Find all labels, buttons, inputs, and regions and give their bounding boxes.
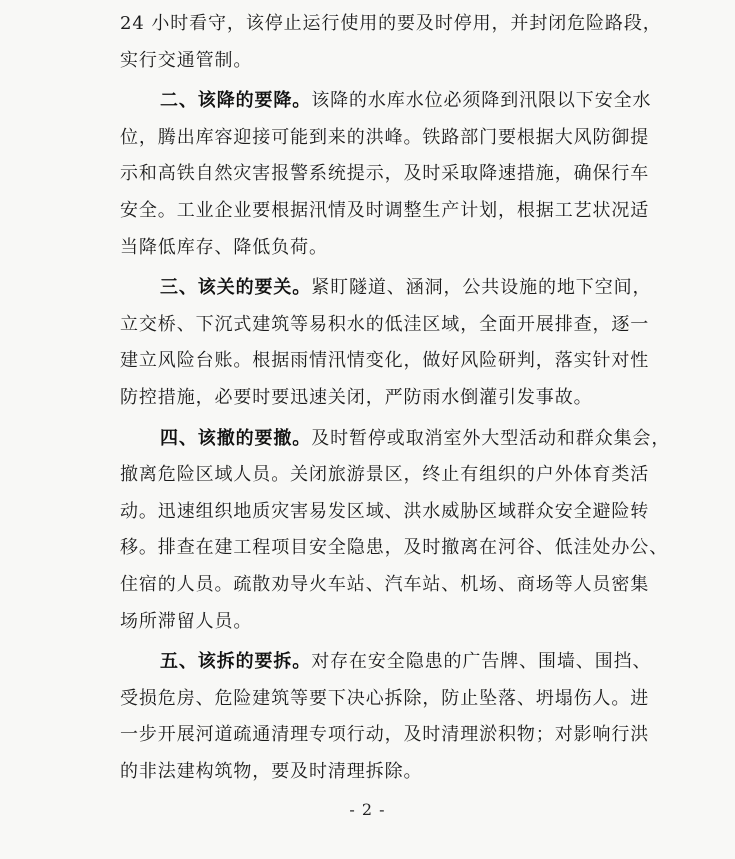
text-line: 该降的水库水位必须降到汛限以下安全水 xyxy=(311,90,652,112)
section-first-line xyxy=(120,83,692,120)
section-first-line xyxy=(120,270,692,307)
text-line: 及时暂停或取消室外大型活动和群众集会， xyxy=(311,427,671,449)
text-line: 对存在安全隐患的广告牌、围墙、围挡、 xyxy=(311,651,652,673)
text-line: 受损危房、危险建筑等要下决心拆除，防止坠落、坍塌伤人。进 xyxy=(120,687,650,709)
document-body xyxy=(120,6,692,790)
text-line: 立交桥、下沉式建筑等易积水的低洼区域，全面开展排查，逐一 xyxy=(120,313,650,335)
text-line: 住宿的人员。疏散劝导火车站、汽车站、机场、商场等人员密集 xyxy=(120,573,650,595)
text-line: 安全。工业企业要根据汛情及时调整生产计划，根据工艺状况适 xyxy=(120,199,650,221)
section-jiang xyxy=(120,83,692,266)
section-heading: 四、该撤的要撤。 xyxy=(160,427,312,449)
text-line: 紧盯隧道、涵洞，公共设施的地下空间， xyxy=(311,277,652,299)
text-line: 动。迅速组织地质灾害易发区域、洪水威胁区域群众安全避险转 xyxy=(120,500,650,522)
text-line: 实行交通管制。 xyxy=(120,49,253,71)
text-line: 一步开展河道疏通清理专项行动，及时清理淤积物；对影响行洪 xyxy=(120,724,650,746)
text-line: 移。排查在建工程项目安全隐患，及时撤离在河谷、低洼处办公、 xyxy=(120,537,669,559)
section-first-line xyxy=(120,644,692,681)
text-line: 撤离危险区域人员。关闭旅游景区，终止有组织的户外体育类活 xyxy=(120,464,650,486)
section-guan xyxy=(120,270,692,416)
section-first-line xyxy=(120,421,692,458)
text-line: 防控措施，必要时要迅速关闭，严防雨水倒灌引发事故。 xyxy=(120,386,593,408)
section-heading: 五、该拆的要拆。 xyxy=(160,651,312,673)
section-heading: 三、该关的要关。 xyxy=(160,277,312,299)
text-line: 位，腾出库容迎接可能到来的洪峰。铁路部门要根据大风防御提 xyxy=(120,126,650,148)
section-heading: 二、该降的要降。 xyxy=(160,90,312,112)
text-line: 当降低库存、降低负荷。 xyxy=(120,236,328,258)
text-line: 24 小时看守，该停止运行使用的要及时停用，并封闭危险路段， xyxy=(120,13,662,34)
text-line: 示和高铁自然灾害报警系统提示，及时采取降速措施，确保行车 xyxy=(120,163,650,185)
text-line: 场所滞留人员。 xyxy=(120,610,253,632)
section-che xyxy=(120,421,692,641)
text-line: 建立风险台账。根据雨情汛情变化，做好风险研判，落实针对性 xyxy=(120,350,650,372)
page-number: - 2 - xyxy=(349,800,386,819)
section-chai xyxy=(120,644,692,790)
continued-paragraph xyxy=(120,6,692,79)
text-line: 的非法建构筑物，要及时清理拆除。 xyxy=(120,760,423,782)
